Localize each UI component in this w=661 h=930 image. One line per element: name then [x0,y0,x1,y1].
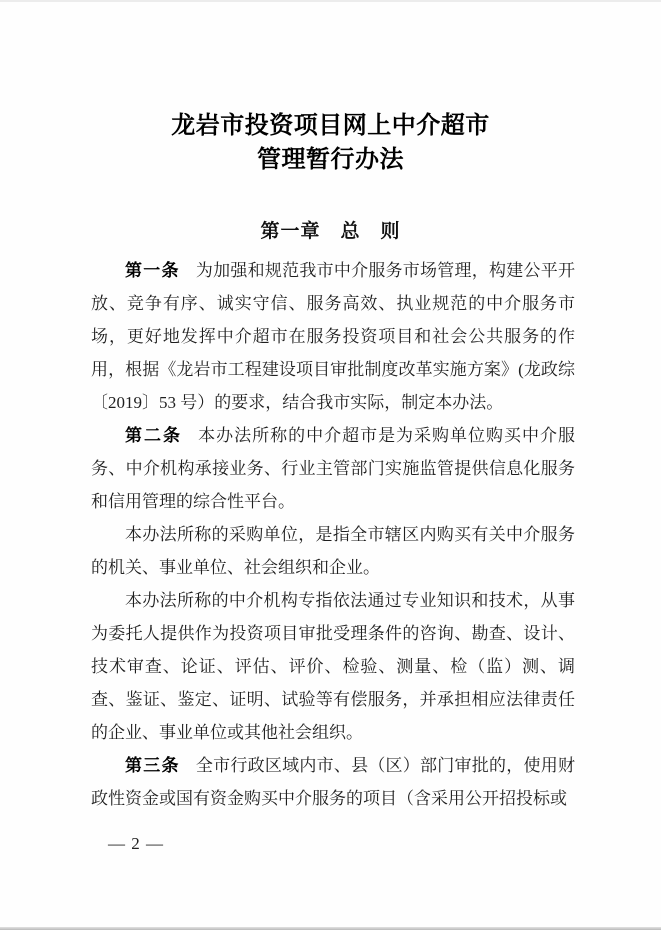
article-3-label: 第三条 [125,756,180,775]
paragraph-purchasing-units [91,518,575,584]
document-body [91,254,575,815]
paragraph-4-text: 本办法所称的中介机构专指依法通过专业知识和技术，从事为委托人提供作为投资项目审批受理条件的咨询、勘查、设计、技术审查、论证、评估、评价、检验、测量、检（监）测、调查、鉴证、鉴定、证明、试验等有偿服务，并承担相应法律责任的企业、事业单位或其他社会组织。 [91,591,575,742]
article-2-text: 本办法所称的中介超市是为采购单位购买中介服务、中介机构承接业务、行业主管部门实施监管提供信息化服务和信用管理的综合性平台。 [91,426,576,511]
page-number: — 2 — [108,834,164,853]
document-title-line2: 管理暂行办法 [257,147,404,173]
document-title [0,0,661,177]
article-2-label: 第二条 [125,426,182,445]
paragraph-article-1 [91,254,575,419]
paragraph-article-2 [91,419,575,518]
article-1-text: 为加强和规范我市中介服务市场管理，构建公平开放、竞争有序、诚实守信、服务高效、执业规范的中介服务市场，更好地发挥中介超市在服务投资项目和社会公共服务的作用，根据《龙岩市工程建设项目审批制度改革实施方案》(龙政综〔2019〕53 号）的要求，结合我市实际，制定本办法。 [91,261,576,412]
chapter-heading: 第一章 总 则 [260,221,401,242]
document-title-line1: 龙岩市投资项目网上中介超市 [171,113,490,139]
paragraph-3-text: 本办法所称的采购单位，是指全市辖区内购买有关中介服务的机关、事业单位、社会组织和企业。 [91,525,575,577]
article-3-text: 全市行政区域内市、县（区）部门审批的，使用财政性资金或国有资金购买中介服务的项目（含采用公开招投标或 [91,756,576,808]
paragraph-article-3 [91,749,575,815]
paragraph-intermediary-agencies [91,584,575,749]
article-1-label: 第一条 [125,261,180,280]
scan-top-edge [0,0,661,2]
